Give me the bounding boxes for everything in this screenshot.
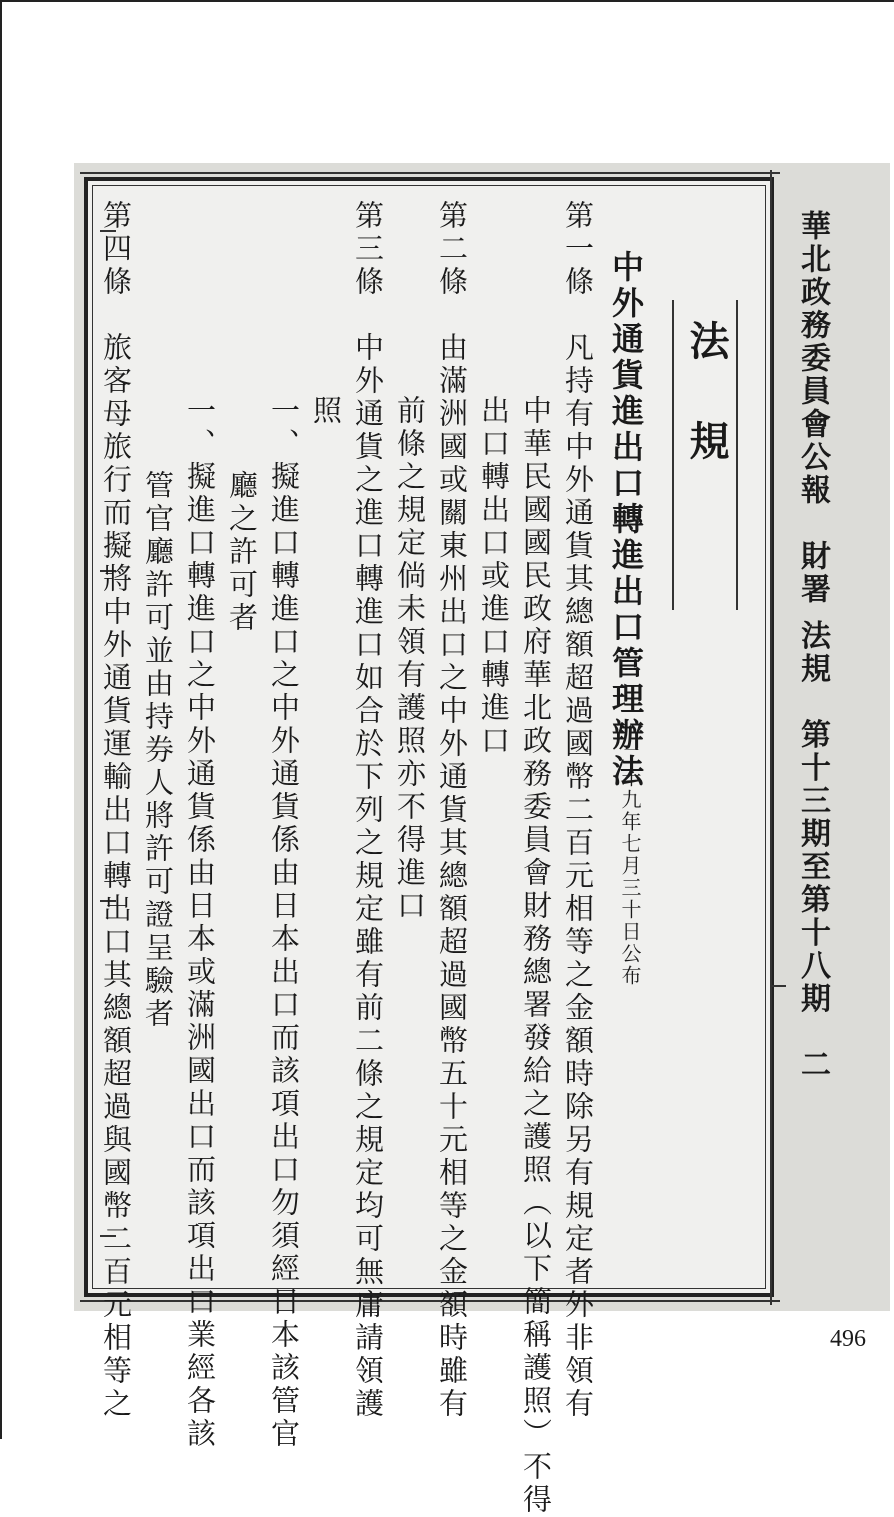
article-3-item-2-line-1: 一、擬進口轉進口之中外通貨係由日本或滿洲國出口而該項出口業經各該 xyxy=(183,395,217,1451)
section-heading: 法規 xyxy=(683,320,730,520)
header-issue: 第十三期至第十八期 xyxy=(795,718,830,1016)
frame-rule-top xyxy=(80,172,780,174)
law-title: 中外通貨進出口轉進出口管理辦法 xyxy=(607,250,645,790)
page-top-rule xyxy=(0,0,894,2)
article-1-line-3: 出口轉出口或進口轉進口 xyxy=(477,395,511,758)
article-1-line-1: 第一條 凡持有中外通貨其總額超過國幣二百元相等之金額時除另有規定者外非領有 xyxy=(561,200,595,1421)
article-3-line-2: 照 xyxy=(309,395,343,428)
gazette-page-number: 二 xyxy=(795,1048,830,1082)
header-section: 財署 法規 xyxy=(795,540,830,686)
article-1-line-2: 中華民國國民政府華北政務委員會財務總署發給之護照（以下簡稱護照）不得 xyxy=(519,395,553,1517)
article-4-line-1: 第四條 旅客母旅行而擬將中外通貨運輸出口轉出口其總額超過與國幣二百元相等之 xyxy=(99,200,133,1421)
gazette-header xyxy=(784,210,836,1081)
article-3-line-1: 第三條 中外通貨之進口轉進口如合於下列之規定雖有前二條之規定均可無庸請領護 xyxy=(351,200,385,1421)
page-number: 496 xyxy=(830,1326,866,1352)
publication-title: 華北政務委員會公報 xyxy=(795,210,830,507)
section-heading-rule xyxy=(736,300,738,610)
section-heading-box xyxy=(660,300,752,610)
article-2-line-2: 前條之規定倘未領有護照亦不得進口 xyxy=(393,395,427,923)
article-3-item-2-line-2: 管官廳許可並由持券人將許可證呈驗者 xyxy=(141,470,175,1031)
article-2-line-1: 第二條 由滿洲國或關東州出口之中外通貨其總額超過國幣五十元相等之金額時雖有 xyxy=(435,200,469,1421)
section-heading-rule xyxy=(672,300,674,610)
page-left-rule xyxy=(0,0,2,1439)
article-3-item-1-line-1: 一、擬進口轉進口之中外通貨係由日本出口而該項出口勿須經日本該管官 xyxy=(267,395,301,1451)
frame-rule-right xyxy=(770,170,772,1305)
promulgation-date: 二十九年七月三十日公布 xyxy=(618,745,642,987)
article-3-item-1-line-2: 廳之許可者 xyxy=(225,470,259,635)
